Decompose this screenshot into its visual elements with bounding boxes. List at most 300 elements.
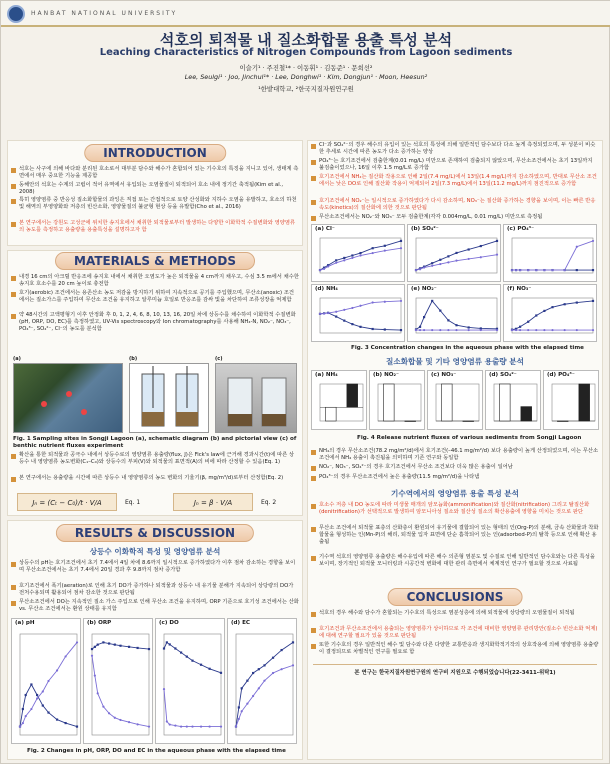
- data-point: [102, 706, 104, 708]
- data-point: [180, 651, 182, 653]
- data-point: [200, 664, 202, 666]
- data-point: [576, 329, 578, 331]
- data-point: [246, 680, 248, 682]
- data-point: [439, 263, 441, 265]
- data-point: [400, 329, 402, 331]
- data-point: [258, 687, 260, 689]
- data-point: [323, 268, 325, 270]
- fig3-plot: [312, 235, 404, 281]
- acknowledgement: 본 연구는 한국지질자원연구원의 연구비 지원으로 수행되었습니다(22-3411-위탁1): [313, 664, 597, 676]
- data-point: [137, 647, 139, 649]
- series-line: [512, 301, 593, 330]
- data-point: [359, 305, 361, 307]
- data-point: [431, 329, 433, 331]
- data-point: [576, 301, 578, 303]
- data-point: [343, 259, 345, 261]
- data-point: [384, 301, 386, 303]
- data-point: [551, 269, 553, 271]
- data-point: [359, 326, 361, 328]
- data-point: [372, 252, 374, 254]
- data-point: [169, 723, 171, 725]
- results-heading: RESULTS & DISCUSSION: [56, 524, 254, 542]
- data-point: [174, 647, 176, 649]
- data-point: [527, 329, 529, 331]
- data-point: [166, 641, 168, 643]
- data-point: [400, 240, 402, 242]
- data-point: [200, 725, 202, 727]
- equation-2-label: Eq. 2: [261, 499, 277, 506]
- fig2-panel-label: (c) DO: [159, 620, 179, 626]
- data-point: [169, 643, 171, 645]
- fig3-chart-nh4: [311, 284, 405, 342]
- series-line: [416, 241, 497, 270]
- series-line: [164, 689, 221, 727]
- data-point: [480, 256, 482, 258]
- intro-bullet: 동해안의 석호는 수계의 고립이 적어 유역에서 유입되는 오염물질이 퇴적되어 호소 내에 정기간 축적됨(Kim et al., 2008): [11, 182, 299, 196]
- data-point: [468, 258, 470, 260]
- fig3-panel-label: (c) PO₄³⁻: [507, 226, 535, 232]
- fig1-panel-label: (a): [13, 356, 21, 362]
- data-point: [400, 247, 402, 249]
- data-point: [30, 683, 32, 685]
- data-point: [114, 717, 116, 719]
- authors-english: Lee, Seulgi¹ · Joo, Jinchul¹* · Lee, Donghwi¹ · Kim, Dongjun¹ · Moon, Heesun²: [184, 73, 428, 81]
- data-point: [419, 326, 421, 328]
- flux-bar: [579, 384, 590, 421]
- data-point: [439, 259, 441, 261]
- data-point: [263, 680, 265, 682]
- fig3-plot: [504, 235, 596, 281]
- data-point: [108, 712, 110, 714]
- methods-bullet: 내경 16 cm의 아크릴 반응조에 송지호 내에서 채취한 오염도가 높은 퇴적물을 4 cm까지 채우고, 수심 3.5 m에서 채수한 송지호 호소수를 20 cm 높이로 충전함: [11, 274, 299, 288]
- data-point: [56, 669, 58, 671]
- fig2-chart-orp: [83, 618, 153, 744]
- data-point: [238, 706, 240, 708]
- fig2-panel-label: (a) pH: [15, 620, 35, 626]
- fig2-chart-do: [155, 618, 225, 744]
- data-point: [419, 268, 421, 270]
- fig3-plot: [408, 235, 500, 281]
- data-point: [174, 724, 176, 726]
- data-point: [384, 328, 386, 330]
- data-point: [455, 260, 457, 262]
- data-point: [76, 641, 78, 643]
- data-point: [384, 250, 386, 252]
- data-point: [519, 329, 521, 331]
- data-point: [400, 300, 402, 302]
- data-point: [564, 329, 566, 331]
- fig2-caption: Fig. 2 Changes in pH, ORP, DO and EC in the aqueous phase with the elapsed time: [27, 748, 286, 754]
- data-point: [186, 725, 188, 727]
- fig3-panel-label: (e) NO₂⁻: [411, 286, 437, 292]
- fig1-panel-label: (c): [215, 356, 223, 362]
- data-point: [191, 660, 193, 662]
- fig4-plot: [312, 381, 366, 429]
- flux-bar: [441, 384, 452, 421]
- intro-bullet: 특히 영양염류 중 반응성 질소화합물의 과잉은 직접 또는 간접적으로 토양 산성화와 지하수 오염을 유발하고, 호소의 하천 및 해역의 부영양화와 저층의 빈산소화, 영양물질의 불균형 현상 등을 유발함(Cho et al., 2016): [11, 197, 299, 211]
- data-point: [343, 257, 345, 259]
- data-point: [439, 329, 441, 331]
- conclusion-bullet-highlight: 호기조건과 무산소조건에서 용출되는 영양염류가 상이하므로 각 조건에 대비한 영양염류 관리방안(질소수 빈산소화 억제)에 대해 연구할 필요가 있을 것으로 판단됨: [311, 626, 599, 640]
- data-point: [108, 642, 110, 644]
- methods-bullet: 약 48시간의 고액평형기 이후 안정화 후 0, 1, 2, 4, 6, 8, 10, 13, 16, 20일 차에 상등수를 채수하여 이화학적 수질변화(pH, ORP, DO, EC)를 측정하였고, UV-Vis spectroscopy와 Ion chromatography를 사용해 NH₄-N, NO₂⁻, NO₃⁻, PO₄³⁻, SO₄²⁻, Cl⁻의 농도를 분석함: [11, 312, 299, 333]
- data-point: [56, 718, 58, 720]
- data-point: [91, 655, 93, 657]
- university-name: HANBAT NATIONAL UNIVERSITY: [31, 10, 178, 17]
- data-point: [455, 252, 457, 254]
- data-point: [439, 310, 441, 312]
- intro-bullet: 석호는 사구에 의해 바다와 분리된 호소로서 대부분 담수와 해수가 혼합되어 있는 기수호의 특징을 지니고 있어, 생태계 측면에서 매우 중요한 기능을 제공함: [11, 166, 299, 180]
- data-point: [543, 329, 545, 331]
- fig3-panel-label: (f) NO₃⁻: [507, 286, 532, 292]
- series-line: [416, 255, 497, 270]
- data-point: [496, 240, 498, 242]
- data-point: [22, 708, 24, 710]
- fig2-plot: [228, 631, 296, 743]
- data-point: [47, 680, 49, 682]
- data-point: [97, 692, 99, 694]
- data-point: [447, 261, 449, 263]
- data-point: [319, 269, 321, 271]
- data-point: [36, 697, 38, 699]
- series-line: [20, 685, 77, 727]
- brackish-bullet-highlight: 호소수 저층 내 DO 농도에 따라 미생물 매개의 암모늄화(ammonification)와 질산화(nitrification) 그리고 탈질산화(denitrification)가 선택적으로 발생하여 암모니아성 질소와 질산성 질소의 확산용출에 영향을 미치는 것으로 판단: [311, 502, 599, 516]
- fig3-panel-label: (b) SO₄²⁻: [411, 226, 439, 232]
- methods-heading: MATERIALS & METHODS: [55, 252, 255, 270]
- data-point: [238, 718, 240, 720]
- data-point: [359, 254, 361, 256]
- fig1-caption: Fig. 1 Sampling sites in Songji Lagoon (a), schematic diagram (b) and pictorial view (c) of benthic nutrient fluxes experiment: [13, 436, 297, 449]
- data-point: [128, 646, 130, 648]
- data-point: [496, 329, 498, 331]
- flux-result-bullet: NH₄의 경우 무산소조건(78.2 mg/m²/d)에서 호기조건(–46.1 mg/m²/d) 보다 용출량이 높게 산정되었으며, 이는 무산소 조건에서 NH₄ 용출이 촉진됨을 의미하며 기존 연구와 동일함: [311, 448, 599, 462]
- plot-frame: [416, 298, 497, 333]
- data-point: [209, 668, 211, 670]
- data-point: [468, 329, 470, 331]
- flux-result-bullet: PO₄³⁻의 경우 무산소조건에서 높은 용출량(11.5 mg/m²/d)을 나타냄: [311, 474, 599, 481]
- data-point: [263, 664, 265, 666]
- data-point: [468, 326, 470, 328]
- conclusions-heading: CONCLUSIONS: [388, 588, 523, 606]
- data-point: [42, 704, 44, 706]
- data-point: [431, 265, 433, 267]
- fig3-plot: [408, 295, 500, 341]
- data-point: [372, 247, 374, 249]
- fig2-plot: [84, 631, 152, 743]
- data-point: [252, 695, 254, 697]
- data-point: [119, 645, 121, 647]
- data-point: [343, 320, 345, 322]
- series-line: [236, 665, 293, 726]
- result-bullet-highlight: 호기조건에서 NO₂⁻는 일시적으로 증가하였다가 다시 감소하며, NO₃⁻는 질산화 증가하는 경향을 보이며, 이는 빠른 반응속도(kinetics)의 질산화에 의한 것으로 판단됨: [311, 198, 599, 212]
- poster-title-korean: 석호의 퇴적물 내 질소화합물 용출 특성 분석: [159, 31, 453, 49]
- data-point: [511, 269, 513, 271]
- data-point: [527, 269, 529, 271]
- plot-frame: [512, 238, 593, 273]
- data-point: [535, 269, 537, 271]
- fig4-panel-label: (b) NO₂⁻: [373, 372, 399, 378]
- data-point: [592, 300, 594, 302]
- data-point: [281, 649, 283, 651]
- data-point: [515, 329, 517, 331]
- reactor-schematic: [129, 363, 209, 433]
- flux-bar: [405, 421, 416, 422]
- data-point: [246, 703, 248, 705]
- data-point: [384, 245, 386, 247]
- data-point: [431, 300, 433, 302]
- data-point: [551, 329, 553, 331]
- intro-bullet-highlight: 본 연구에서는 강원도 고성군에 위치한 송지호에서 채취한 퇴적물로부터 발생하는 다양한 이화학적 수질변화와 영양염류의 농도를 측정하고 용출량을 용출특성을 설명하고자 함: [11, 220, 299, 234]
- data-point: [455, 329, 457, 331]
- data-point: [292, 664, 294, 666]
- fig4-panel-label: (d) SO₄²⁻: [489, 372, 517, 378]
- result-bullet: Cl⁻과 SO₄²⁻의 경우 해수의 유입이 있는 석호의 특성에 의해 일반적인 담수보다 다소 높게 측정되었으며, 두 성분이 비슷한 추세로 시간에 따른 농도가 다소 증가하는 양상: [311, 142, 599, 156]
- conclusion-bullet: 석호의 경우 해수와 담수가 혼합되는 기수호의 특성으로 염분성층에 의해 퇴적물에 상당량의 오염물질이 퇴적됨: [311, 610, 599, 617]
- brackish-bullet: 무산소 조건에서 퇴적물 표층의 산화층이 환원되어 유기물에 결합되어 있는 형태의 인(Org-P)의 분해, 금속 산화물과 착화합물을 형성하는 인(Mn-P)의 해리, 퇴적물 입자 표면에 단순 흡착되어 있는 인(adsorbed-P)의 탈착 등으로 인해 확산 용출됨: [311, 525, 599, 546]
- flux-subheading: 질소화합물 및 기타 영양염류 용출량 분석: [386, 357, 524, 366]
- data-point: [94, 675, 96, 677]
- data-point: [351, 323, 353, 325]
- fig4-plot: [370, 381, 424, 429]
- equation-1: Jₙ = (Cₜ − C₀)/t · V/A: [17, 493, 117, 511]
- data-point: [335, 311, 337, 313]
- flux-bar: [325, 407, 336, 421]
- data-point: [94, 646, 96, 648]
- fig3-plot: [504, 295, 596, 341]
- fig3-panel-label: (a) Cl⁻: [315, 226, 335, 232]
- data-point: [47, 711, 49, 713]
- plot-frame: [416, 238, 497, 273]
- data-point: [327, 265, 329, 267]
- fig2-plot: [156, 631, 224, 743]
- data-point: [372, 328, 374, 330]
- series-line: [164, 642, 221, 672]
- fig1-panel-label: (b): [129, 356, 138, 362]
- data-point: [25, 694, 27, 696]
- affiliation: ¹한밭대학교, ²한국지질자원연구원: [258, 85, 354, 93]
- brackish-bullet: 기수역 석호의 영양염류 용출량은 해수유입에 따른 해수 의존형 염분도 및 수질로 인해 일반적인 담수호와는 다른 특성을 보이며, 장기적인 퇴적물 모니터링과 시공간적 변화에 대한 관리 측면에서 체계적인 연구가 필요할 것으로 사료됨: [311, 554, 599, 568]
- data-point: [351, 307, 353, 309]
- data-point: [511, 329, 513, 331]
- series-line: [20, 642, 77, 726]
- data-point: [576, 269, 578, 271]
- data-point: [137, 723, 139, 725]
- data-point: [241, 687, 243, 689]
- equation-2: Jₙ = β · V/A: [173, 493, 253, 511]
- data-point: [519, 269, 521, 271]
- data-point: [220, 725, 222, 727]
- result-bullet: PO₄³⁻는 호기조건에서 검출한계(0.01 mg/L) 미만으로 존재하여 검출되지 않았으며, 무산소조건에서는 초기 13일까지 불검출이었으나, 16일 이후 1.5 mg/L로 증가함: [311, 158, 599, 172]
- results-bullet: 상등수의 pH는 호기조건에서 초기 7.4에서 4일 차에 8.6까지 일시적으로 증가하였다가 이후 점차 감소하는 경향을 보이며 무산소조건에서는 초기 7.4에서 20일 경과 후 9.8까지 점차 증가함: [11, 560, 299, 574]
- conclusion-bullet: 또한 기수호의 경우 일반적인 해수 및 담수와 다른 다양한 교통반응과 생지화학적기작의 상호작용에 의해 영양염류 용출량이 결정되므로 차별적인 연구를 필요로 함: [311, 642, 599, 656]
- data-point: [166, 720, 168, 722]
- data-point: [447, 319, 449, 321]
- data-point: [372, 301, 374, 303]
- fig3-chart-no3: [503, 284, 597, 342]
- fig4-caption: Fig. 4 Release nutrient fluxes of various sediments from Songji Lagoon: [357, 435, 582, 441]
- fig4-panel-label: (d) PO₄³⁻: [547, 372, 575, 378]
- data-point: [592, 329, 594, 331]
- series-line: [236, 642, 293, 726]
- fig2-panel-label: (b) ORP: [87, 620, 112, 626]
- fig3-plot: [312, 295, 404, 341]
- data-point: [42, 690, 44, 692]
- data-point: [351, 257, 353, 259]
- data-point: [19, 725, 21, 727]
- data-point: [180, 725, 182, 727]
- data-point: [65, 722, 67, 724]
- data-point: [335, 262, 337, 264]
- fig3-panel-label: (d) NH₄: [315, 286, 338, 292]
- data-point: [97, 644, 99, 646]
- data-point: [335, 315, 337, 317]
- data-point: [359, 252, 361, 254]
- flux-result-bullet: NO₂⁻, NO₃⁻, SO₄²⁻의 경우 호기조건에서 무산소 조건보다 더욱 많은 용출이 일어남: [311, 464, 599, 471]
- data-point: [30, 708, 32, 710]
- methods-bullet: 호기(aerobic) 조건에서는 용존산소 농도 저감을 방지하기 위하여 지속적으로 공기를 주입했으며, 무산소(anoxic) 조건에서는 질소가스를 주입하여 무산소 조건을 유지하고 알루미늄 호일로 반응조를 감싸 빛을 차단하여 조류성장을 억제함: [11, 290, 299, 304]
- data-point: [252, 672, 254, 674]
- fig4-plot: [428, 381, 482, 429]
- series-line: [92, 656, 149, 727]
- data-point: [323, 313, 325, 315]
- left-column: [7, 104, 303, 760]
- data-point: [22, 722, 24, 724]
- fig4-chart-no3: [427, 370, 483, 430]
- intro-heading: INTRODUCTION: [84, 144, 226, 162]
- data-point: [163, 688, 165, 690]
- data-point: [519, 326, 521, 328]
- data-point: [480, 245, 482, 247]
- data-point: [209, 725, 211, 727]
- data-point: [564, 303, 566, 305]
- results-subheading: 상등수 이화학적 특성 및 영양염류 분석: [89, 547, 221, 556]
- data-point: [292, 641, 294, 643]
- fig3-caption: Fig. 3 Concentration changes in the aqueous phase with the elapsed time: [351, 345, 584, 351]
- fig4-chart-so4: [485, 370, 541, 430]
- data-point: [543, 269, 545, 271]
- data-point: [468, 248, 470, 250]
- data-point: [423, 316, 425, 318]
- brackish-subheading: 기수역에서의 영양염류 용출 특성 분석: [391, 489, 519, 498]
- result-bullet: 무산소조건에서는 NO₂⁻와 NO₃⁻ 모두 검출한계(각각 0.004mg/L, 0.01 mg/L) 미만으로 측정됨: [311, 214, 599, 221]
- data-point: [186, 656, 188, 658]
- flux-bar: [557, 421, 568, 422]
- flux-bar: [347, 384, 358, 407]
- reactor-photo: [215, 363, 297, 433]
- data-point: [36, 694, 38, 696]
- fig4-chart-no2: [369, 370, 425, 430]
- data-point: [148, 648, 150, 650]
- flux-bar: [499, 384, 510, 421]
- satellite-map-image: [13, 363, 123, 433]
- fig2-chart-ec: [227, 618, 297, 744]
- data-point: [564, 269, 566, 271]
- data-point: [163, 647, 165, 649]
- data-point: [527, 321, 529, 323]
- fig3-chart-so4: [407, 224, 501, 282]
- data-point: [335, 259, 337, 261]
- data-point: [235, 725, 237, 727]
- equation-1-label: Eq. 1: [125, 499, 141, 506]
- fig3-chart-no2: [407, 284, 501, 342]
- data-point: [480, 329, 482, 331]
- plot-frame: [20, 634, 77, 735]
- data-point: [423, 329, 425, 331]
- series-line: [320, 301, 401, 314]
- data-point: [220, 672, 222, 674]
- data-point: [91, 648, 93, 650]
- flux-bullet: 본 연구에서는 용출량을 시간에 따른 상등수 내 영양염류의 농도 변화의 기울기(β, mg/m³/d)로부터 산정함(Eq. 2): [11, 475, 299, 482]
- series-line: [320, 248, 401, 270]
- data-point: [431, 262, 433, 264]
- data-point: [551, 306, 553, 308]
- flux-bar: [463, 421, 474, 422]
- data-point: [447, 255, 449, 257]
- data-point: [258, 668, 260, 670]
- fig4-plot: [544, 381, 598, 429]
- flux-bar: [383, 384, 394, 421]
- data-point: [535, 329, 537, 331]
- data-point: [76, 725, 78, 727]
- data-point: [327, 312, 329, 314]
- results-bullet: 무산소조건에서 DO는 지속적인 질소 가스 주입으로 인해 무산소 조건을 유지하며, ORP 기준으로 호기성 조건에서는 산화 vs. 무산소 조건에서는 환원 상태를 유지함: [11, 599, 299, 613]
- data-point: [592, 240, 594, 242]
- fig3-chart-cl: [311, 224, 405, 282]
- fig4-panel-label: (c) NO₃⁻: [431, 372, 457, 378]
- fig4-plot: [486, 381, 540, 429]
- data-point: [191, 725, 193, 727]
- data-point: [515, 269, 517, 271]
- right-column: [307, 104, 603, 760]
- data-point: [114, 644, 116, 646]
- flux-bullet: 확산을 통한 퇴적물과 공극수 내에서 상등수로의 영양염류 용출량(flux, J)은 Fick's law에 근거해 경과시간(t)에 따른 상등수 내 영양염류 농도변화(C₁–C₀)와 상등수의 부피(V)와 퇴적물의 표면적(A)의 비에 따라 산정할 수 있음(Eq. 1): [11, 452, 299, 466]
- plot-frame: [164, 634, 221, 735]
- fig2-panel-label: (d) EC: [231, 620, 250, 626]
- data-point: [496, 254, 498, 256]
- flux-bar: [521, 407, 532, 421]
- data-point: [576, 246, 578, 248]
- data-point: [447, 329, 449, 331]
- data-point: [241, 710, 243, 712]
- data-point: [272, 657, 274, 659]
- data-point: [128, 721, 130, 723]
- data-point: [343, 309, 345, 311]
- fig2-plot: [12, 631, 80, 743]
- data-point: [543, 310, 545, 312]
- data-point: [351, 254, 353, 256]
- data-point: [319, 313, 321, 315]
- fig4-chart-nh4: [311, 370, 367, 430]
- data-point: [455, 324, 457, 326]
- data-point: [415, 329, 417, 331]
- data-point: [148, 725, 150, 727]
- fig4-panel-label: (a) NH₄: [315, 372, 338, 378]
- results-bullet: 호기조건에서 폭기(aeration)로 인해 초기 DO가 증가하나 퇴적물과 상등수 내 유기물 분해가 지속되어 상당량의 DO가 전처수용되며 활용되어 점차 감소한 것으로 판단됨: [11, 583, 299, 597]
- poster-title-english: Leaching Characteristics of Nitrogen Compounds from Lagoon sediments: [99, 47, 513, 58]
- data-point: [423, 266, 425, 268]
- authors-korean: 이슬기¹ · 주진철¹* · 이동휘¹ · 김동준¹ · 문희선²: [239, 64, 373, 72]
- data-point: [102, 641, 104, 643]
- data-point: [415, 269, 417, 271]
- fig2-chart-ph: [11, 618, 81, 744]
- data-point: [419, 329, 421, 331]
- fig3-chart-po4: [503, 224, 597, 282]
- fig4-chart-po4: [543, 370, 599, 430]
- top-banner: [1, 1, 610, 27]
- data-point: [119, 719, 121, 721]
- data-point: [25, 715, 27, 717]
- plot-frame: [512, 298, 593, 333]
